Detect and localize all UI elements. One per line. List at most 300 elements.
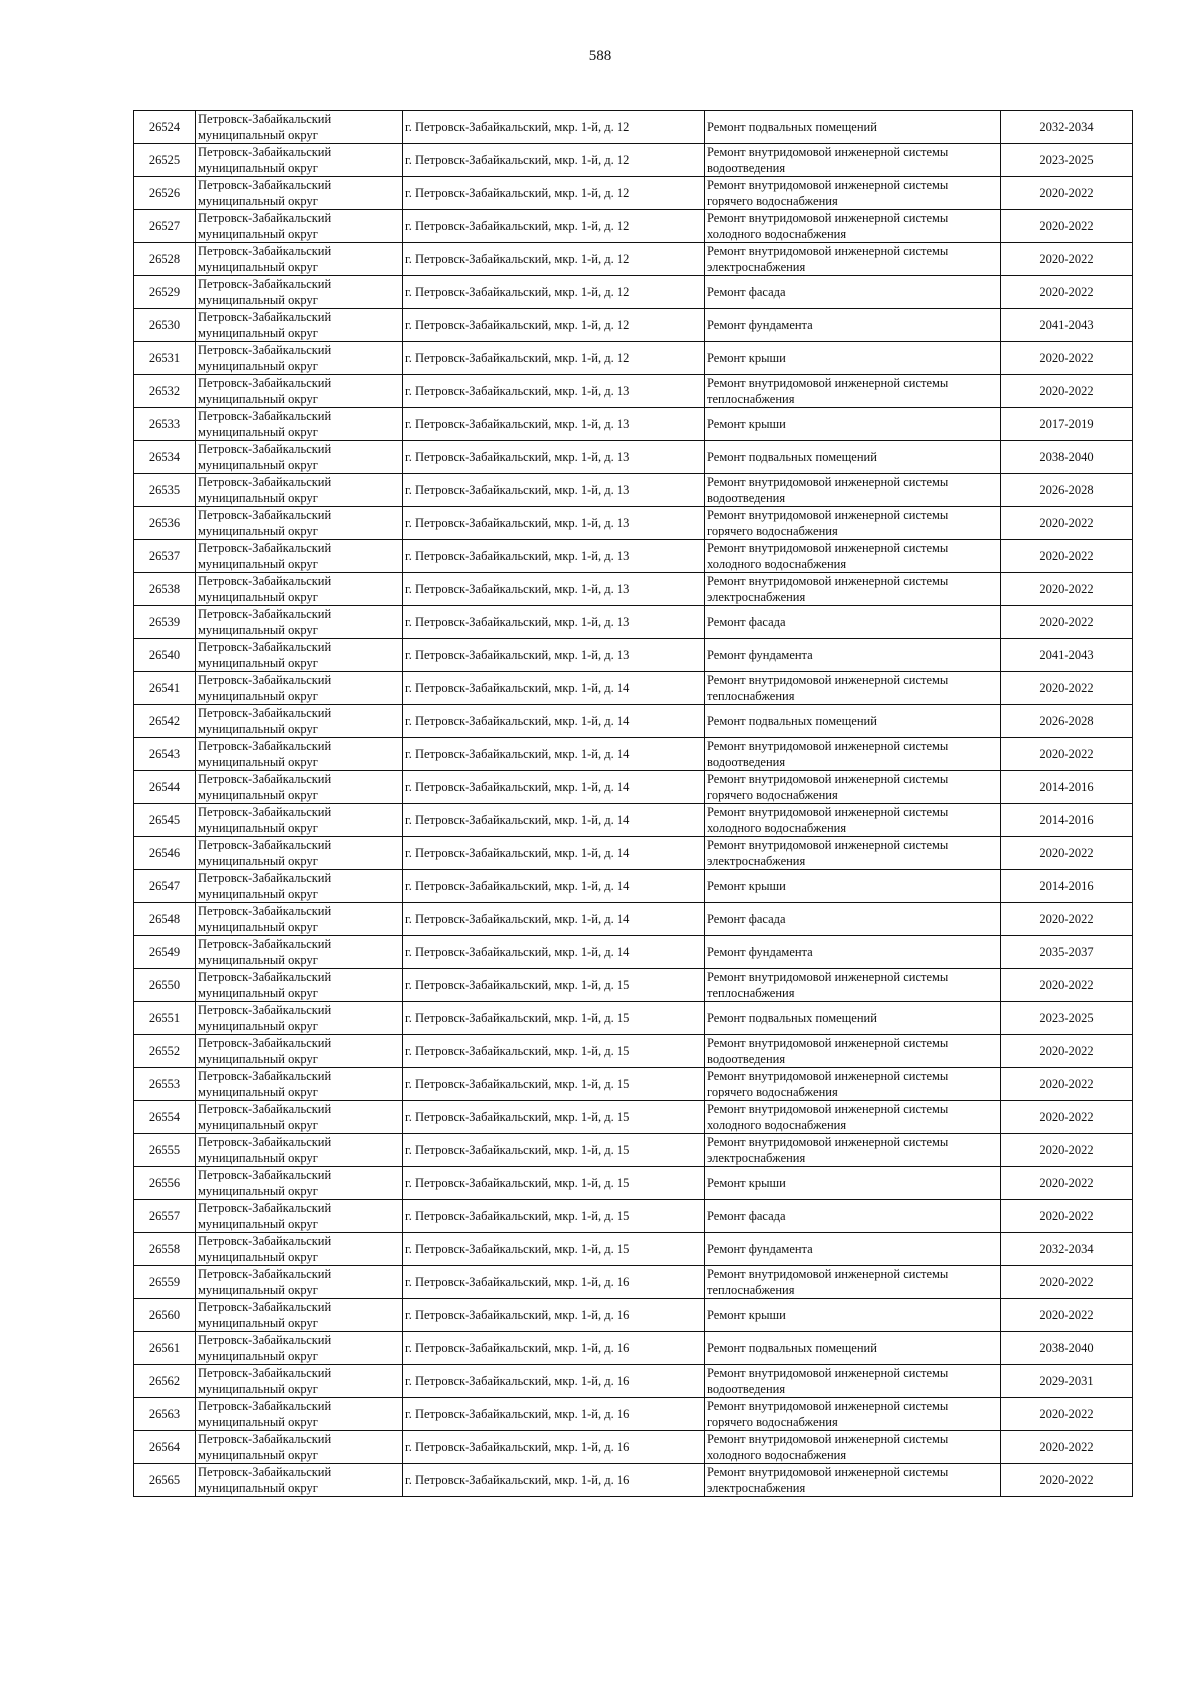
- work-type-line: Ремонт фасада: [707, 912, 786, 926]
- work-type-line: водоотведения: [707, 755, 786, 769]
- municipality-line: Петровск-Забайкальский: [198, 1069, 332, 1083]
- table-row: [134, 1200, 1133, 1233]
- municipality-line: муниципальный округ: [198, 293, 318, 307]
- municipality-line: Петровск-Забайкальский: [198, 508, 332, 522]
- row-number-cell: 26541: [134, 672, 196, 705]
- address-cell: г. Петровск-Забайкальский, мкр. 1-й, д. 12: [403, 342, 705, 375]
- period-cell: 2026-2028: [1001, 474, 1133, 507]
- table-row: [134, 408, 1133, 441]
- work-type-cell: [705, 804, 1001, 837]
- municipality-cell: [196, 1200, 403, 1233]
- work-type-line: электроснабжения: [707, 590, 806, 604]
- municipality-line: муниципальный округ: [198, 392, 318, 406]
- work-type-cell: [705, 1431, 1001, 1464]
- row-number-cell: 26526: [134, 177, 196, 210]
- period-cell: 2020-2022: [1001, 1299, 1133, 1332]
- period-cell: 2020-2022: [1001, 342, 1133, 375]
- municipality-line: муниципальный округ: [198, 1151, 318, 1165]
- municipality-cell: [196, 936, 403, 969]
- municipality-line: муниципальный округ: [198, 1217, 318, 1231]
- work-type-cell: [705, 606, 1001, 639]
- municipality-line: Петровск-Забайкальский: [198, 1333, 332, 1347]
- table-row: [134, 903, 1133, 936]
- municipality-line: муниципальный округ: [198, 1184, 318, 1198]
- period-cell: 2020-2022: [1001, 672, 1133, 705]
- municipality-cell: [196, 573, 403, 606]
- row-number-cell: 26536: [134, 507, 196, 540]
- period-cell: 2020-2022: [1001, 540, 1133, 573]
- table-body: [134, 111, 1133, 1497]
- work-type-line: Ремонт внутридомовой инженерной системы: [707, 838, 949, 852]
- address-cell: г. Петровск-Забайкальский, мкр. 1-й, д. 15: [403, 969, 705, 1002]
- municipality-line: муниципальный округ: [198, 491, 318, 505]
- period-cell: 2020-2022: [1001, 969, 1133, 1002]
- table-row: [134, 1431, 1133, 1464]
- work-type-line: Ремонт внутридомовой инженерной системы: [707, 970, 949, 984]
- work-type-line: Ремонт фундамента: [707, 318, 813, 332]
- work-type-cell: [705, 210, 1001, 243]
- work-type-line: теплоснабжения: [707, 986, 795, 1000]
- municipality-line: Петровск-Забайкальский: [198, 970, 332, 984]
- address-cell: г. Петровск-Забайкальский, мкр. 1-й, д. 13: [403, 408, 705, 441]
- municipality-line: муниципальный округ: [198, 920, 318, 934]
- municipality-cell: [196, 1365, 403, 1398]
- period-cell: 2020-2022: [1001, 1398, 1133, 1431]
- work-type-line: теплоснабжения: [707, 392, 795, 406]
- municipality-cell: [196, 276, 403, 309]
- municipality-line: муниципальный округ: [198, 1118, 318, 1132]
- table-row: [134, 177, 1133, 210]
- address-cell: г. Петровск-Забайкальский, мкр. 1-й, д. 16: [403, 1464, 705, 1497]
- row-number-cell: 26551: [134, 1002, 196, 1035]
- address-cell: г. Петровск-Забайкальский, мкр. 1-й, д. 14: [403, 837, 705, 870]
- work-type-line: Ремонт внутридомовой инженерной системы: [707, 1432, 949, 1446]
- address-cell: г. Петровск-Забайкальский, мкр. 1-й, д. 12: [403, 144, 705, 177]
- work-type-line: Ремонт внутридомовой инженерной системы: [707, 145, 949, 159]
- table-row: [134, 837, 1133, 870]
- work-type-line: водоотведения: [707, 1382, 786, 1396]
- work-type-cell: [705, 1068, 1001, 1101]
- work-type-line: водоотведения: [707, 1052, 786, 1066]
- work-type-line: горячего водоснабжения: [707, 524, 838, 538]
- table-row: [134, 243, 1133, 276]
- period-cell: 2014-2016: [1001, 870, 1133, 903]
- address-cell: г. Петровск-Забайкальский, мкр. 1-й, д. 15: [403, 1101, 705, 1134]
- work-type-line: Ремонт крыши: [707, 351, 786, 365]
- period-cell: 2014-2016: [1001, 771, 1133, 804]
- address-cell: г. Петровск-Забайкальский, мкр. 1-й, д. 13: [403, 606, 705, 639]
- municipality-line: муниципальный округ: [198, 953, 318, 967]
- row-number-cell: 26558: [134, 1233, 196, 1266]
- work-type-line: Ремонт внутридомовой инженерной системы: [707, 574, 949, 588]
- address-cell: г. Петровск-Забайкальский, мкр. 1-й, д. 15: [403, 1068, 705, 1101]
- row-number-cell: 26565: [134, 1464, 196, 1497]
- work-type-cell: [705, 969, 1001, 1002]
- work-type-cell: [705, 441, 1001, 474]
- period-cell: 2041-2043: [1001, 639, 1133, 672]
- municipality-line: муниципальный округ: [198, 1052, 318, 1066]
- work-type-cell: [705, 1233, 1001, 1266]
- table-row: [134, 111, 1133, 144]
- municipality-line: Петровск-Забайкальский: [198, 178, 332, 192]
- address-cell: г. Петровск-Забайкальский, мкр. 1-й, д. 13: [403, 540, 705, 573]
- period-cell: 2020-2022: [1001, 1134, 1133, 1167]
- row-number-cell: 26552: [134, 1035, 196, 1068]
- municipality-cell: [196, 771, 403, 804]
- municipality-cell: [196, 870, 403, 903]
- municipality-line: муниципальный округ: [198, 656, 318, 670]
- work-type-line: Ремонт крыши: [707, 879, 786, 893]
- table-row: [134, 804, 1133, 837]
- municipality-line: муниципальный округ: [198, 1316, 318, 1330]
- address-cell: г. Петровск-Забайкальский, мкр. 1-й, д. 14: [403, 870, 705, 903]
- municipality-line: муниципальный округ: [198, 458, 318, 472]
- period-cell: 2020-2022: [1001, 243, 1133, 276]
- work-type-line: Ремонт внутридомовой инженерной системы: [707, 772, 949, 786]
- row-number-cell: 26554: [134, 1101, 196, 1134]
- work-type-cell: [705, 837, 1001, 870]
- address-cell: г. Петровск-Забайкальский, мкр. 1-й, д. 12: [403, 276, 705, 309]
- work-type-line: Ремонт внутридомовой инженерной системы: [707, 508, 949, 522]
- municipality-cell: [196, 903, 403, 936]
- work-type-cell: [705, 1365, 1001, 1398]
- work-type-line: Ремонт подвальных помещений: [707, 120, 877, 134]
- address-cell: г. Петровск-Забайкальский, мкр. 1-й, д. 14: [403, 936, 705, 969]
- period-cell: 2020-2022: [1001, 1200, 1133, 1233]
- municipality-line: Петровск-Забайкальский: [198, 871, 332, 885]
- work-type-cell: [705, 1200, 1001, 1233]
- municipality-cell: [196, 837, 403, 870]
- address-cell: г. Петровск-Забайкальский, мкр. 1-й, д. 13: [403, 441, 705, 474]
- row-number-cell: 26544: [134, 771, 196, 804]
- address-cell: г. Петровск-Забайкальский, мкр. 1-й, д. 14: [403, 705, 705, 738]
- municipality-line: Петровск-Забайкальский: [198, 574, 332, 588]
- municipality-line: Петровск-Забайкальский: [198, 739, 332, 753]
- row-number-cell: 26550: [134, 969, 196, 1002]
- work-type-line: Ремонт внутридомовой инженерной системы: [707, 244, 949, 258]
- table-row: [134, 1266, 1133, 1299]
- table-row: [134, 606, 1133, 639]
- address-cell: г. Петровск-Забайкальский, мкр. 1-й, д. 12: [403, 309, 705, 342]
- work-type-cell: [705, 375, 1001, 408]
- period-cell: 2023-2025: [1001, 144, 1133, 177]
- table-row: [134, 441, 1133, 474]
- work-type-line: Ремонт фасада: [707, 285, 786, 299]
- address-cell: г. Петровск-Забайкальский, мкр. 1-й, д. 15: [403, 1002, 705, 1035]
- row-number-cell: 26528: [134, 243, 196, 276]
- municipality-line: муниципальный округ: [198, 1250, 318, 1264]
- municipality-cell: [196, 672, 403, 705]
- municipality-cell: [196, 1332, 403, 1365]
- period-cell: 2020-2022: [1001, 903, 1133, 936]
- period-cell: 2020-2022: [1001, 276, 1133, 309]
- municipality-line: муниципальный округ: [198, 722, 318, 736]
- table-row: [134, 705, 1133, 738]
- municipality-line: Петровск-Забайкальский: [198, 409, 332, 423]
- municipality-line: Петровск-Забайкальский: [198, 1168, 332, 1182]
- municipality-line: Петровск-Забайкальский: [198, 838, 332, 852]
- period-cell: 2020-2022: [1001, 375, 1133, 408]
- address-cell: г. Петровск-Забайкальский, мкр. 1-й, д. 13: [403, 507, 705, 540]
- work-type-cell: [705, 276, 1001, 309]
- table-row: [134, 738, 1133, 771]
- work-type-cell: [705, 639, 1001, 672]
- municipality-cell: [196, 969, 403, 1002]
- work-type-line: электроснабжения: [707, 1481, 806, 1495]
- period-cell: 2026-2028: [1001, 705, 1133, 738]
- period-cell: 2038-2040: [1001, 1332, 1133, 1365]
- municipality-line: муниципальный округ: [198, 359, 318, 373]
- table-row: [134, 309, 1133, 342]
- period-cell: 2020-2022: [1001, 1068, 1133, 1101]
- address-cell: г. Петровск-Забайкальский, мкр. 1-й, д. 15: [403, 1200, 705, 1233]
- period-cell: 2020-2022: [1001, 573, 1133, 606]
- work-type-cell: [705, 408, 1001, 441]
- work-type-cell: [705, 705, 1001, 738]
- work-type-line: Ремонт внутридомовой инженерной системы: [707, 1366, 949, 1380]
- municipality-line: Петровск-Забайкальский: [198, 805, 332, 819]
- period-cell: 2017-2019: [1001, 408, 1133, 441]
- municipality-line: Петровск-Забайкальский: [198, 673, 332, 687]
- work-type-line: холодного водоснабжения: [707, 821, 847, 835]
- row-number-cell: 26545: [134, 804, 196, 837]
- row-number-cell: 26542: [134, 705, 196, 738]
- work-type-line: горячего водоснабжения: [707, 1085, 838, 1099]
- address-cell: г. Петровск-Забайкальский, мкр. 1-й, д. 13: [403, 573, 705, 606]
- work-type-cell: [705, 738, 1001, 771]
- row-number-cell: 26530: [134, 309, 196, 342]
- table-row: [134, 342, 1133, 375]
- address-cell: г. Петровск-Забайкальский, мкр. 1-й, д. 15: [403, 1167, 705, 1200]
- row-number-cell: 26524: [134, 111, 196, 144]
- municipality-line: Петровск-Забайкальский: [198, 112, 332, 126]
- municipality-line: Петровск-Забайкальский: [198, 904, 332, 918]
- municipality-cell: [196, 441, 403, 474]
- work-type-line: Ремонт подвальных помещений: [707, 1011, 877, 1025]
- work-type-line: холодного водоснабжения: [707, 1448, 847, 1462]
- municipality-line: муниципальный округ: [198, 326, 318, 340]
- municipality-line: муниципальный округ: [198, 1019, 318, 1033]
- municipality-line: Петровск-Забайкальский: [198, 376, 332, 390]
- address-cell: г. Петровск-Забайкальский, мкр. 1-й, д. 14: [403, 771, 705, 804]
- row-number-cell: 26537: [134, 540, 196, 573]
- address-cell: г. Петровск-Забайкальский, мкр. 1-й, д. 14: [403, 804, 705, 837]
- work-type-cell: [705, 1002, 1001, 1035]
- table-row: [134, 936, 1133, 969]
- address-cell: г. Петровск-Забайкальский, мкр. 1-й, д. 16: [403, 1431, 705, 1464]
- municipality-line: муниципальный округ: [198, 623, 318, 637]
- work-type-cell: [705, 771, 1001, 804]
- municipality-line: муниципальный округ: [198, 854, 318, 868]
- work-type-line: Ремонт фасада: [707, 615, 786, 629]
- row-number-cell: 26538: [134, 573, 196, 606]
- municipality-line: муниципальный округ: [198, 1481, 318, 1495]
- row-number-cell: 26527: [134, 210, 196, 243]
- municipality-line: Петровск-Забайкальский: [198, 1432, 332, 1446]
- municipality-line: Петровск-Забайкальский: [198, 211, 332, 225]
- table-row: [134, 276, 1133, 309]
- table-row: [134, 1233, 1133, 1266]
- work-type-line: Ремонт внутридомовой инженерной системы: [707, 541, 949, 555]
- period-cell: 2020-2022: [1001, 738, 1133, 771]
- work-type-cell: [705, 177, 1001, 210]
- work-type-cell: [705, 1464, 1001, 1497]
- work-type-line: горячего водоснабжения: [707, 788, 838, 802]
- row-number-cell: 26533: [134, 408, 196, 441]
- work-type-cell: [705, 903, 1001, 936]
- municipality-line: муниципальный округ: [198, 524, 318, 538]
- address-cell: г. Петровск-Забайкальский, мкр. 1-й, д. 12: [403, 177, 705, 210]
- table-row: [134, 1134, 1133, 1167]
- municipality-line: Петровск-Забайкальский: [198, 1300, 332, 1314]
- work-type-line: Ремонт внутридомовой инженерной системы: [707, 178, 949, 192]
- municipality-cell: [196, 342, 403, 375]
- work-type-line: Ремонт внутридомовой инженерной системы: [707, 211, 949, 225]
- row-number-cell: 26561: [134, 1332, 196, 1365]
- work-type-cell: [705, 936, 1001, 969]
- municipality-cell: [196, 606, 403, 639]
- municipality-cell: [196, 738, 403, 771]
- period-cell: 2038-2040: [1001, 441, 1133, 474]
- period-cell: 2014-2016: [1001, 804, 1133, 837]
- period-cell: 2020-2022: [1001, 177, 1133, 210]
- municipality-line: муниципальный округ: [198, 161, 318, 175]
- municipality-cell: [196, 1398, 403, 1431]
- municipality-line: Петровск-Забайкальский: [198, 1036, 332, 1050]
- municipality-cell: [196, 804, 403, 837]
- municipality-cell: [196, 474, 403, 507]
- period-cell: 2029-2031: [1001, 1365, 1133, 1398]
- municipality-line: Петровск-Забайкальский: [198, 772, 332, 786]
- work-type-cell: [705, 1332, 1001, 1365]
- work-type-line: теплоснабжения: [707, 689, 795, 703]
- work-type-line: холодного водоснабжения: [707, 1118, 847, 1132]
- work-type-cell: [705, 507, 1001, 540]
- municipality-line: Петровск-Забайкальский: [198, 442, 332, 456]
- municipality-line: муниципальный округ: [198, 1415, 318, 1429]
- municipality-line: Петровск-Забайкальский: [198, 607, 332, 621]
- municipality-line: муниципальный округ: [198, 1349, 318, 1363]
- work-type-cell: [705, 474, 1001, 507]
- table-row: [134, 1068, 1133, 1101]
- row-number-cell: 26529: [134, 276, 196, 309]
- municipality-cell: [196, 1299, 403, 1332]
- municipality-cell: [196, 1134, 403, 1167]
- work-type-line: Ремонт внутридомовой инженерной системы: [707, 475, 949, 489]
- table-row: [134, 1365, 1133, 1398]
- municipality-cell: [196, 177, 403, 210]
- period-cell: 2032-2034: [1001, 1233, 1133, 1266]
- row-number-cell: 26535: [134, 474, 196, 507]
- work-type-line: электроснабжения: [707, 854, 806, 868]
- municipality-cell: [196, 144, 403, 177]
- table-row: [134, 969, 1133, 1002]
- row-number-cell: 26543: [134, 738, 196, 771]
- municipality-cell: [196, 540, 403, 573]
- period-cell: 2020-2022: [1001, 1464, 1133, 1497]
- period-cell: 2041-2043: [1001, 309, 1133, 342]
- municipality-line: муниципальный округ: [198, 821, 318, 835]
- address-cell: г. Петровск-Забайкальский, мкр. 1-й, д. 14: [403, 672, 705, 705]
- municipality-line: Петровск-Забайкальский: [198, 541, 332, 555]
- municipality-line: Петровск-Забайкальский: [198, 343, 332, 357]
- municipality-cell: [196, 705, 403, 738]
- row-number-cell: 26546: [134, 837, 196, 870]
- row-number-cell: 26548: [134, 903, 196, 936]
- work-type-line: Ремонт внутридомовой инженерной системы: [707, 673, 949, 687]
- table-row: [134, 672, 1133, 705]
- municipality-line: Петровск-Забайкальский: [198, 145, 332, 159]
- period-cell: 2020-2022: [1001, 1266, 1133, 1299]
- work-type-cell: [705, 1299, 1001, 1332]
- row-number-cell: 26564: [134, 1431, 196, 1464]
- work-type-cell: [705, 1167, 1001, 1200]
- work-type-line: Ремонт подвальных помещений: [707, 714, 877, 728]
- municipality-cell: [196, 375, 403, 408]
- municipality-line: муниципальный округ: [198, 689, 318, 703]
- address-cell: г. Петровск-Забайкальский, мкр. 1-й, д. 12: [403, 111, 705, 144]
- row-number-cell: 26563: [134, 1398, 196, 1431]
- row-number-cell: 26555: [134, 1134, 196, 1167]
- address-cell: г. Петровск-Забайкальский, мкр. 1-й, д. 13: [403, 474, 705, 507]
- municipality-cell: [196, 111, 403, 144]
- table-row: [134, 375, 1133, 408]
- municipality-line: Петровск-Забайкальский: [198, 1267, 332, 1281]
- table-row: [134, 210, 1133, 243]
- period-cell: 2020-2022: [1001, 1035, 1133, 1068]
- municipality-cell: [196, 1464, 403, 1497]
- table-row: [134, 1464, 1133, 1497]
- row-number-cell: 26560: [134, 1299, 196, 1332]
- work-type-line: водоотведения: [707, 491, 786, 505]
- row-number-cell: 26525: [134, 144, 196, 177]
- row-number-cell: 26531: [134, 342, 196, 375]
- municipality-cell: [196, 1431, 403, 1464]
- work-type-cell: [705, 672, 1001, 705]
- work-type-cell: [705, 1134, 1001, 1167]
- municipality-cell: [196, 1101, 403, 1134]
- period-cell: 2020-2022: [1001, 1167, 1133, 1200]
- row-number-cell: 26534: [134, 441, 196, 474]
- work-type-cell: [705, 342, 1001, 375]
- municipality-cell: [196, 507, 403, 540]
- table-row: [134, 1035, 1133, 1068]
- municipality-line: муниципальный округ: [198, 557, 318, 571]
- work-type-line: Ремонт внутридомовой инженерной системы: [707, 1069, 949, 1083]
- municipality-line: муниципальный округ: [198, 128, 318, 142]
- municipality-line: Петровск-Забайкальский: [198, 1465, 332, 1479]
- row-number-cell: 26539: [134, 606, 196, 639]
- table-row: [134, 144, 1133, 177]
- address-cell: г. Петровск-Забайкальский, мкр. 1-й, д. 13: [403, 375, 705, 408]
- work-type-line: горячего водоснабжения: [707, 1415, 838, 1429]
- repair-schedule-table: [133, 110, 1133, 1497]
- municipality-cell: [196, 1035, 403, 1068]
- period-cell: 2020-2022: [1001, 1431, 1133, 1464]
- row-number-cell: 26549: [134, 936, 196, 969]
- municipality-line: Петровск-Забайкальский: [198, 1234, 332, 1248]
- municipality-line: муниципальный округ: [198, 1448, 318, 1462]
- table-row: [134, 1398, 1133, 1431]
- row-number-cell: 26532: [134, 375, 196, 408]
- address-cell: г. Петровск-Забайкальский, мкр. 1-й, д. 16: [403, 1365, 705, 1398]
- municipality-cell: [196, 1233, 403, 1266]
- municipality-line: Петровск-Забайкальский: [198, 475, 332, 489]
- work-type-cell: [705, 573, 1001, 606]
- row-number-cell: 26556: [134, 1167, 196, 1200]
- work-type-line: Ремонт крыши: [707, 1176, 786, 1190]
- address-cell: г. Петровск-Забайкальский, мкр. 1-й, д. 15: [403, 1134, 705, 1167]
